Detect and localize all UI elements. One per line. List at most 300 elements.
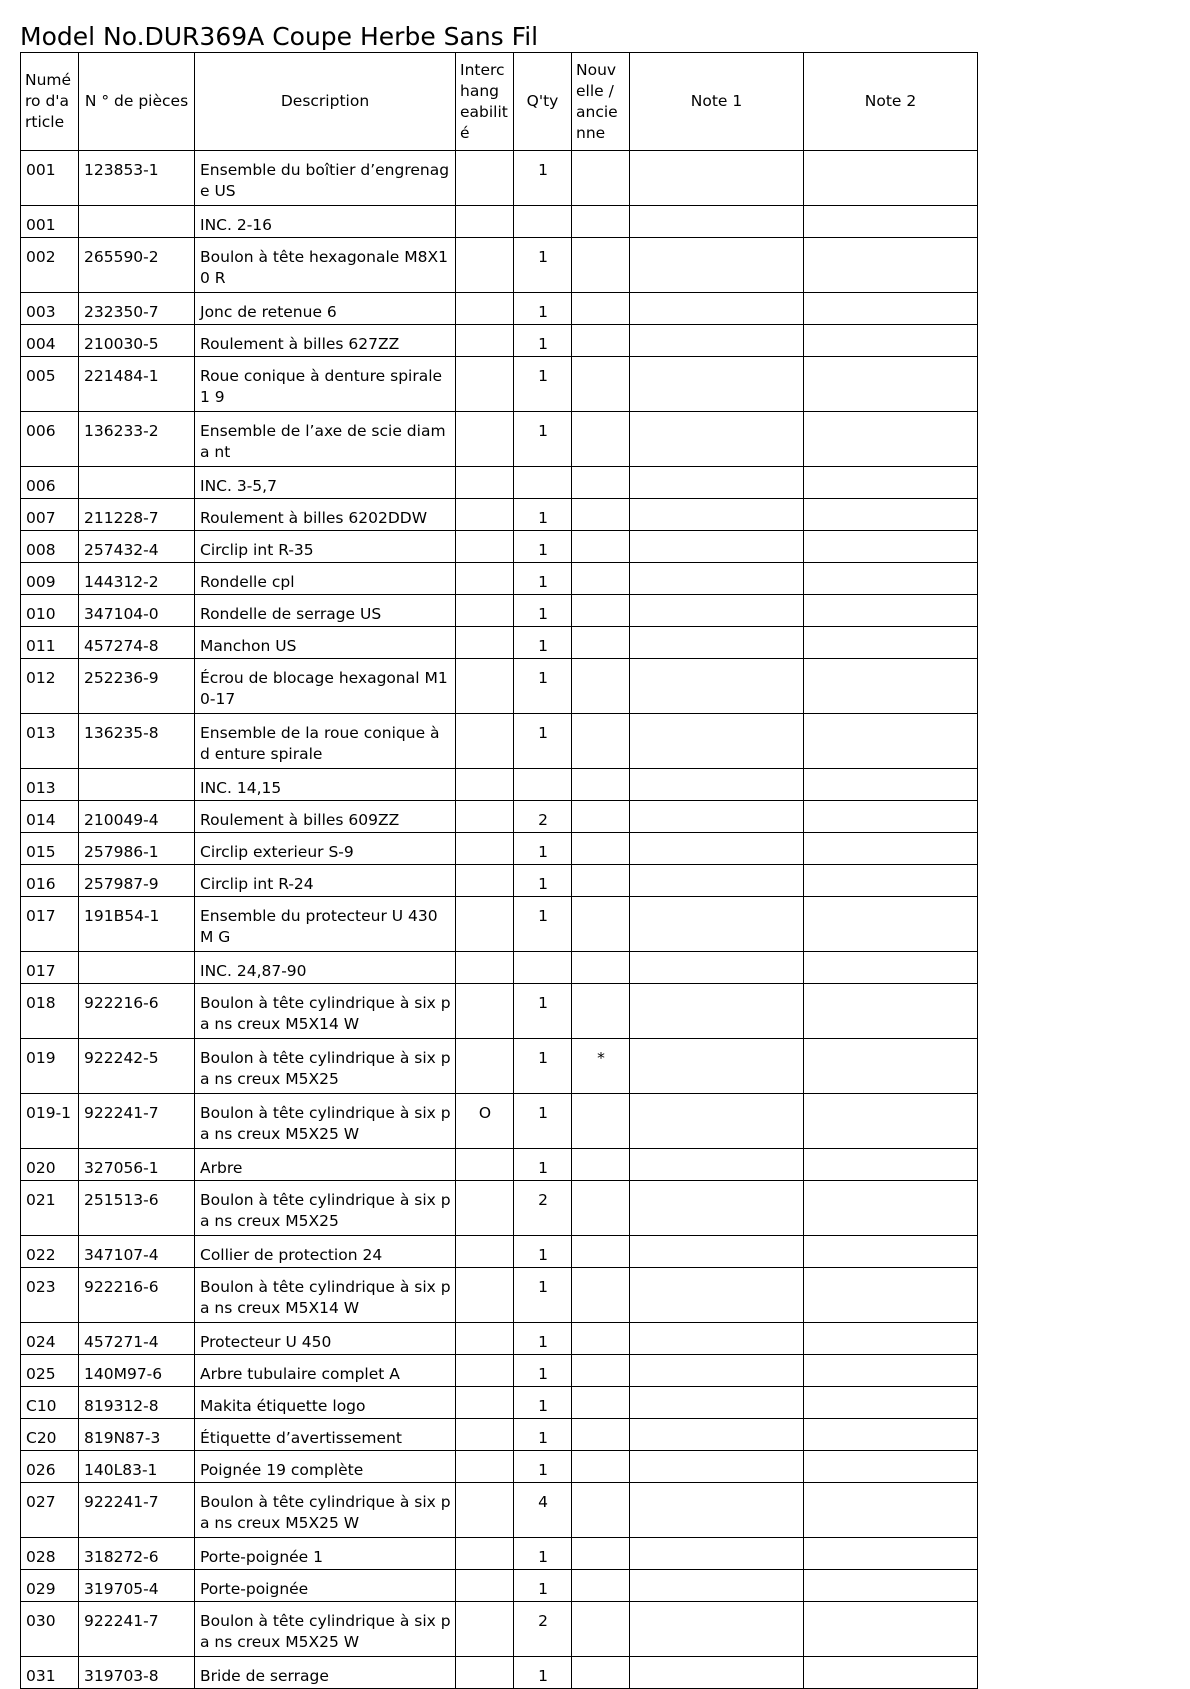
cell-interchangeability <box>456 801 514 833</box>
header-note-2: Note 2 <box>804 53 978 151</box>
cell-note-1 <box>630 238 804 293</box>
cell-quantity: 1 <box>514 325 572 357</box>
cell-item-number: 006 <box>21 412 79 467</box>
cell-note-2 <box>804 1419 978 1451</box>
cell-interchangeability <box>456 1149 514 1181</box>
cell-new-old <box>572 952 630 984</box>
cell-item-number: 016 <box>21 865 79 897</box>
cell-part-number: 922241-7 <box>79 1094 195 1149</box>
cell-interchangeability <box>456 627 514 659</box>
table-row <box>21 1538 978 1570</box>
cell-note-1 <box>630 984 804 1039</box>
cell-part-number: 140M97-6 <box>79 1355 195 1387</box>
cell-note-2 <box>804 952 978 984</box>
cell-quantity: 1 <box>514 1149 572 1181</box>
cell-new-old <box>572 1451 630 1483</box>
cell-note-1 <box>630 293 804 325</box>
cell-item-number: 023 <box>21 1268 79 1323</box>
cell-part-number: 232350-7 <box>79 293 195 325</box>
cell-item-number: 019 <box>21 1039 79 1094</box>
cell-interchangeability <box>456 412 514 467</box>
table-row <box>21 412 978 467</box>
cell-note-2 <box>804 1538 978 1570</box>
cell-quantity: 1 <box>514 1657 572 1689</box>
table-row <box>21 833 978 865</box>
cell-part-number: 347107-4 <box>79 1236 195 1268</box>
cell-quantity: 1 <box>514 293 572 325</box>
table-row <box>21 865 978 897</box>
table-row <box>21 714 978 769</box>
cell-part-number <box>79 952 195 984</box>
cell-new-old <box>572 293 630 325</box>
cell-note-1 <box>630 1236 804 1268</box>
cell-item-number: 022 <box>21 1236 79 1268</box>
cell-note-2 <box>804 206 978 238</box>
cell-note-2 <box>804 595 978 627</box>
cell-part-number: 922241-7 <box>79 1483 195 1538</box>
cell-new-old <box>572 1149 630 1181</box>
cell-new-old <box>572 659 630 714</box>
cell-new-old <box>572 769 630 801</box>
cell-part-number: 210030-5 <box>79 325 195 357</box>
cell-note-1 <box>630 865 804 897</box>
cell-quantity: 1 <box>514 595 572 627</box>
cell-quantity: 2 <box>514 1602 572 1657</box>
cell-interchangeability <box>456 1268 514 1323</box>
cell-note-1 <box>630 769 804 801</box>
cell-note-1 <box>630 952 804 984</box>
cell-interchangeability <box>456 897 514 952</box>
cell-note-1 <box>630 499 804 531</box>
cell-part-number <box>79 206 195 238</box>
cell-item-number: 015 <box>21 833 79 865</box>
cell-note-2 <box>804 1181 978 1236</box>
cell-note-2 <box>804 1451 978 1483</box>
cell-note-2 <box>804 1149 978 1181</box>
cell-note-1 <box>630 1570 804 1602</box>
table-row <box>21 238 978 293</box>
cell-new-old <box>572 1570 630 1602</box>
table-row <box>21 1419 978 1451</box>
cell-note-2 <box>804 659 978 714</box>
cell-note-2 <box>804 1039 978 1094</box>
cell-description: Circlip int R-24 <box>195 865 456 897</box>
cell-item-number: 001 <box>21 206 79 238</box>
cell-interchangeability <box>456 1602 514 1657</box>
cell-note-1 <box>630 151 804 206</box>
cell-item-number: C10 <box>21 1387 79 1419</box>
cell-quantity <box>514 467 572 499</box>
cell-quantity: 1 <box>514 897 572 952</box>
cell-note-1 <box>630 1657 804 1689</box>
cell-note-2 <box>804 357 978 412</box>
cell-note-1 <box>630 357 804 412</box>
cell-note-2 <box>804 1094 978 1149</box>
cell-description: Boulon à tête hexagonale M8X10 R <box>195 238 456 293</box>
cell-description: INC. 24,87-90 <box>195 952 456 984</box>
cell-description: Circlip exterieur S-9 <box>195 833 456 865</box>
cell-part-number: 265590-2 <box>79 238 195 293</box>
cell-interchangeability <box>456 1570 514 1602</box>
cell-interchangeability <box>456 357 514 412</box>
cell-quantity: 1 <box>514 357 572 412</box>
cell-part-number <box>79 769 195 801</box>
cell-item-number: 018 <box>21 984 79 1039</box>
cell-part-number: 922242-5 <box>79 1039 195 1094</box>
cell-note-2 <box>804 1268 978 1323</box>
cell-note-2 <box>804 1387 978 1419</box>
cell-interchangeability <box>456 1355 514 1387</box>
cell-part-number: 922241-7 <box>79 1602 195 1657</box>
cell-quantity: 1 <box>514 1538 572 1570</box>
cell-quantity <box>514 769 572 801</box>
cell-item-number: C20 <box>21 1419 79 1451</box>
table-row <box>21 563 978 595</box>
cell-note-1 <box>630 563 804 595</box>
cell-quantity: 1 <box>514 865 572 897</box>
cell-description: Rondelle de serrage US <box>195 595 456 627</box>
cell-note-1 <box>630 1419 804 1451</box>
cell-item-number: 014 <box>21 801 79 833</box>
cell-interchangeability <box>456 769 514 801</box>
cell-item-number: 001 <box>21 151 79 206</box>
cell-interchangeability <box>456 659 514 714</box>
cell-quantity: 1 <box>514 714 572 769</box>
table-row <box>21 1268 978 1323</box>
cell-description: Bride de serrage <box>195 1657 456 1689</box>
cell-note-1 <box>630 1538 804 1570</box>
cell-new-old <box>572 984 630 1039</box>
cell-interchangeability <box>456 952 514 984</box>
cell-part-number: 819N87-3 <box>79 1419 195 1451</box>
cell-quantity: 1 <box>514 499 572 531</box>
cell-note-1 <box>630 1323 804 1355</box>
cell-description: Boulon à tête cylindrique à six pa ns creux M5X25 <box>195 1181 456 1236</box>
cell-new-old <box>572 357 630 412</box>
cell-note-1 <box>630 1181 804 1236</box>
cell-note-1 <box>630 1355 804 1387</box>
cell-quantity: 2 <box>514 1181 572 1236</box>
cell-note-1 <box>630 627 804 659</box>
cell-quantity: 1 <box>514 1387 572 1419</box>
cell-part-number <box>79 467 195 499</box>
cell-note-2 <box>804 325 978 357</box>
cell-note-2 <box>804 801 978 833</box>
cell-item-number: 002 <box>21 238 79 293</box>
cell-description: Arbre tubulaire complet A <box>195 1355 456 1387</box>
cell-new-old <box>572 412 630 467</box>
cell-description: Arbre <box>195 1149 456 1181</box>
table-row <box>21 801 978 833</box>
cell-description: Protecteur U 450 <box>195 1323 456 1355</box>
cell-new-old <box>572 1236 630 1268</box>
cell-part-number: 140L83-1 <box>79 1451 195 1483</box>
cell-interchangeability <box>456 1039 514 1094</box>
table-row <box>21 1149 978 1181</box>
cell-quantity: 1 <box>514 627 572 659</box>
cell-part-number: 457271-4 <box>79 1323 195 1355</box>
table-row <box>21 1451 978 1483</box>
cell-interchangeability <box>456 1419 514 1451</box>
cell-note-2 <box>804 1483 978 1538</box>
table-row <box>21 293 978 325</box>
cell-description: Ensemble de la roue conique à d enture spirale <box>195 714 456 769</box>
cell-description: Boulon à tête cylindrique à six pa ns creux M5X25 W <box>195 1602 456 1657</box>
cell-description: Boulon à tête cylindrique à six pa ns creux M5X25 W <box>195 1094 456 1149</box>
cell-interchangeability <box>456 833 514 865</box>
cell-new-old <box>572 833 630 865</box>
cell-note-2 <box>804 1602 978 1657</box>
cell-interchangeability <box>456 151 514 206</box>
cell-part-number: 136235-8 <box>79 714 195 769</box>
cell-note-2 <box>804 531 978 563</box>
cell-interchangeability <box>456 1657 514 1689</box>
cell-item-number: 005 <box>21 357 79 412</box>
cell-note-1 <box>630 206 804 238</box>
cell-quantity: 1 <box>514 1451 572 1483</box>
cell-item-number: 019-1 <box>21 1094 79 1149</box>
cell-description: Roulement à billes 627ZZ <box>195 325 456 357</box>
cell-part-number: 221484-1 <box>79 357 195 412</box>
cell-part-number: 191B54-1 <box>79 897 195 952</box>
cell-item-number: 025 <box>21 1355 79 1387</box>
table-header-row <box>21 53 978 151</box>
cell-item-number: 003 <box>21 293 79 325</box>
cell-note-2 <box>804 499 978 531</box>
cell-quantity: 1 <box>514 1268 572 1323</box>
table-row <box>21 151 978 206</box>
table-row <box>21 1602 978 1657</box>
cell-part-number: 210049-4 <box>79 801 195 833</box>
cell-note-1 <box>630 714 804 769</box>
cell-description: Ensemble du protecteur U 430 M G <box>195 897 456 952</box>
cell-quantity: 1 <box>514 238 572 293</box>
cell-interchangeability <box>456 714 514 769</box>
cell-note-2 <box>804 865 978 897</box>
cell-new-old <box>572 1323 630 1355</box>
cell-interchangeability <box>456 1451 514 1483</box>
cell-item-number: 028 <box>21 1538 79 1570</box>
cell-part-number: 257987-9 <box>79 865 195 897</box>
cell-item-number: 012 <box>21 659 79 714</box>
cell-quantity <box>514 206 572 238</box>
cell-interchangeability <box>456 293 514 325</box>
cell-description: Étiquette d’avertissement <box>195 1419 456 1451</box>
cell-note-1 <box>630 1268 804 1323</box>
cell-note-1 <box>630 1039 804 1094</box>
cell-description: Porte-poignée 1 <box>195 1538 456 1570</box>
cell-description: Écrou de blocage hexagonal M1 0-17 <box>195 659 456 714</box>
cell-quantity: 1 <box>514 1094 572 1149</box>
cell-note-2 <box>804 293 978 325</box>
cell-note-2 <box>804 1323 978 1355</box>
cell-note-2 <box>804 897 978 952</box>
cell-new-old <box>572 627 630 659</box>
cell-note-2 <box>804 1355 978 1387</box>
cell-description: Manchon US <box>195 627 456 659</box>
cell-note-2 <box>804 412 978 467</box>
cell-description: INC. 3-5,7 <box>195 467 456 499</box>
cell-new-old <box>572 499 630 531</box>
header-interchangeability: Interc hang eabilit é <box>456 53 514 151</box>
cell-description: Ensemble du boîtier d’engrenag e US <box>195 151 456 206</box>
cell-interchangeability <box>456 1236 514 1268</box>
cell-quantity: 1 <box>514 1236 572 1268</box>
cell-note-2 <box>804 1657 978 1689</box>
cell-note-1 <box>630 325 804 357</box>
cell-new-old <box>572 865 630 897</box>
cell-part-number: 252236-9 <box>79 659 195 714</box>
cell-part-number: 136233-2 <box>79 412 195 467</box>
cell-description: Boulon à tête cylindrique à six pa ns creux M5X25 W <box>195 1483 456 1538</box>
table-row <box>21 595 978 627</box>
cell-interchangeability <box>456 499 514 531</box>
cell-note-2 <box>804 1570 978 1602</box>
cell-new-old <box>572 1181 630 1236</box>
cell-part-number: 819312-8 <box>79 1387 195 1419</box>
cell-part-number: 922216-6 <box>79 1268 195 1323</box>
page-title: Model No.DUR369A Coupe Herbe Sans Fil <box>20 22 539 51</box>
cell-interchangeability <box>456 984 514 1039</box>
cell-note-2 <box>804 714 978 769</box>
cell-new-old <box>572 1355 630 1387</box>
cell-note-2 <box>804 563 978 595</box>
cell-interchangeability <box>456 467 514 499</box>
cell-item-number: 024 <box>21 1323 79 1355</box>
cell-new-old <box>572 206 630 238</box>
cell-item-number: 004 <box>21 325 79 357</box>
cell-note-1 <box>630 412 804 467</box>
cell-description: Boulon à tête cylindrique à six pa ns creux M5X25 <box>195 1039 456 1094</box>
cell-quantity: 1 <box>514 984 572 1039</box>
cell-interchangeability: O <box>456 1094 514 1149</box>
cell-item-number: 006 <box>21 467 79 499</box>
table-row <box>21 206 978 238</box>
table-row <box>21 1236 978 1268</box>
table-row <box>21 1657 978 1689</box>
cell-part-number: 319705-4 <box>79 1570 195 1602</box>
cell-item-number: 021 <box>21 1181 79 1236</box>
cell-note-2 <box>804 833 978 865</box>
table-row <box>21 1570 978 1602</box>
cell-description: Collier de protection 24 <box>195 1236 456 1268</box>
table-row <box>21 531 978 563</box>
cell-note-1 <box>630 1602 804 1657</box>
header-quantity: Q'ty <box>514 53 572 151</box>
cell-new-old <box>572 325 630 357</box>
cell-quantity: 1 <box>514 412 572 467</box>
cell-quantity: 1 <box>514 1570 572 1602</box>
cell-item-number: 013 <box>21 769 79 801</box>
table-row <box>21 1483 978 1538</box>
cell-part-number: 318272-6 <box>79 1538 195 1570</box>
cell-quantity: 1 <box>514 531 572 563</box>
table-row <box>21 984 978 1039</box>
cell-interchangeability <box>456 206 514 238</box>
table-row <box>21 467 978 499</box>
cell-interchangeability <box>456 1181 514 1236</box>
cell-description: Boulon à tête cylindrique à six pa ns creux M5X14 W <box>195 984 456 1039</box>
cell-note-1 <box>630 1387 804 1419</box>
table-row <box>21 1323 978 1355</box>
cell-note-1 <box>630 1149 804 1181</box>
table-row <box>21 1039 978 1094</box>
cell-interchangeability <box>456 1323 514 1355</box>
cell-note-1 <box>630 659 804 714</box>
header-new-old: Nouv elle / ancie nne <box>572 53 630 151</box>
cell-description: INC. 2-16 <box>195 206 456 238</box>
parts-table <box>20 52 978 1689</box>
table-row <box>21 659 978 714</box>
cell-description: Jonc de retenue 6 <box>195 293 456 325</box>
cell-description: Roulement à billes 609ZZ <box>195 801 456 833</box>
cell-description: Makita étiquette logo <box>195 1387 456 1419</box>
cell-new-old <box>572 531 630 563</box>
table-row <box>21 952 978 984</box>
cell-part-number: 251513-6 <box>79 1181 195 1236</box>
cell-quantity: 2 <box>514 801 572 833</box>
cell-item-number: 026 <box>21 1451 79 1483</box>
table-row <box>21 769 978 801</box>
cell-quantity: 1 <box>514 1039 572 1094</box>
cell-quantity: 1 <box>514 151 572 206</box>
header-note-1: Note 1 <box>630 53 804 151</box>
cell-quantity: 1 <box>514 1323 572 1355</box>
cell-item-number: 017 <box>21 897 79 952</box>
cell-note-2 <box>804 238 978 293</box>
cell-note-1 <box>630 1094 804 1149</box>
cell-new-old <box>572 1094 630 1149</box>
cell-new-old <box>572 1419 630 1451</box>
cell-new-old <box>572 595 630 627</box>
cell-part-number: 319703-8 <box>79 1657 195 1689</box>
cell-note-2 <box>804 627 978 659</box>
cell-quantity: 1 <box>514 1419 572 1451</box>
cell-part-number: 211228-7 <box>79 499 195 531</box>
cell-description: Porte-poignée <box>195 1570 456 1602</box>
table-row <box>21 499 978 531</box>
cell-part-number: 257432-4 <box>79 531 195 563</box>
cell-item-number: 030 <box>21 1602 79 1657</box>
table-row <box>21 357 978 412</box>
cell-item-number: 027 <box>21 1483 79 1538</box>
cell-new-old <box>572 1657 630 1689</box>
table-row <box>21 627 978 659</box>
cell-interchangeability <box>456 1538 514 1570</box>
cell-item-number: 008 <box>21 531 79 563</box>
cell-note-2 <box>804 151 978 206</box>
cell-note-1 <box>630 467 804 499</box>
cell-new-old: * <box>572 1039 630 1094</box>
cell-quantity: 1 <box>514 563 572 595</box>
cell-interchangeability <box>456 563 514 595</box>
cell-item-number: 009 <box>21 563 79 595</box>
cell-interchangeability <box>456 238 514 293</box>
cell-part-number: 922216-6 <box>79 984 195 1039</box>
cell-part-number: 457274-8 <box>79 627 195 659</box>
cell-item-number: 013 <box>21 714 79 769</box>
cell-new-old <box>572 1483 630 1538</box>
table-row <box>21 1387 978 1419</box>
cell-note-2 <box>804 1236 978 1268</box>
cell-new-old <box>572 467 630 499</box>
cell-note-2 <box>804 769 978 801</box>
cell-item-number: 017 <box>21 952 79 984</box>
cell-part-number: 327056-1 <box>79 1149 195 1181</box>
cell-item-number: 007 <box>21 499 79 531</box>
cell-item-number: 029 <box>21 1570 79 1602</box>
header-item-number: Numé ro d'a rticle <box>21 53 79 151</box>
